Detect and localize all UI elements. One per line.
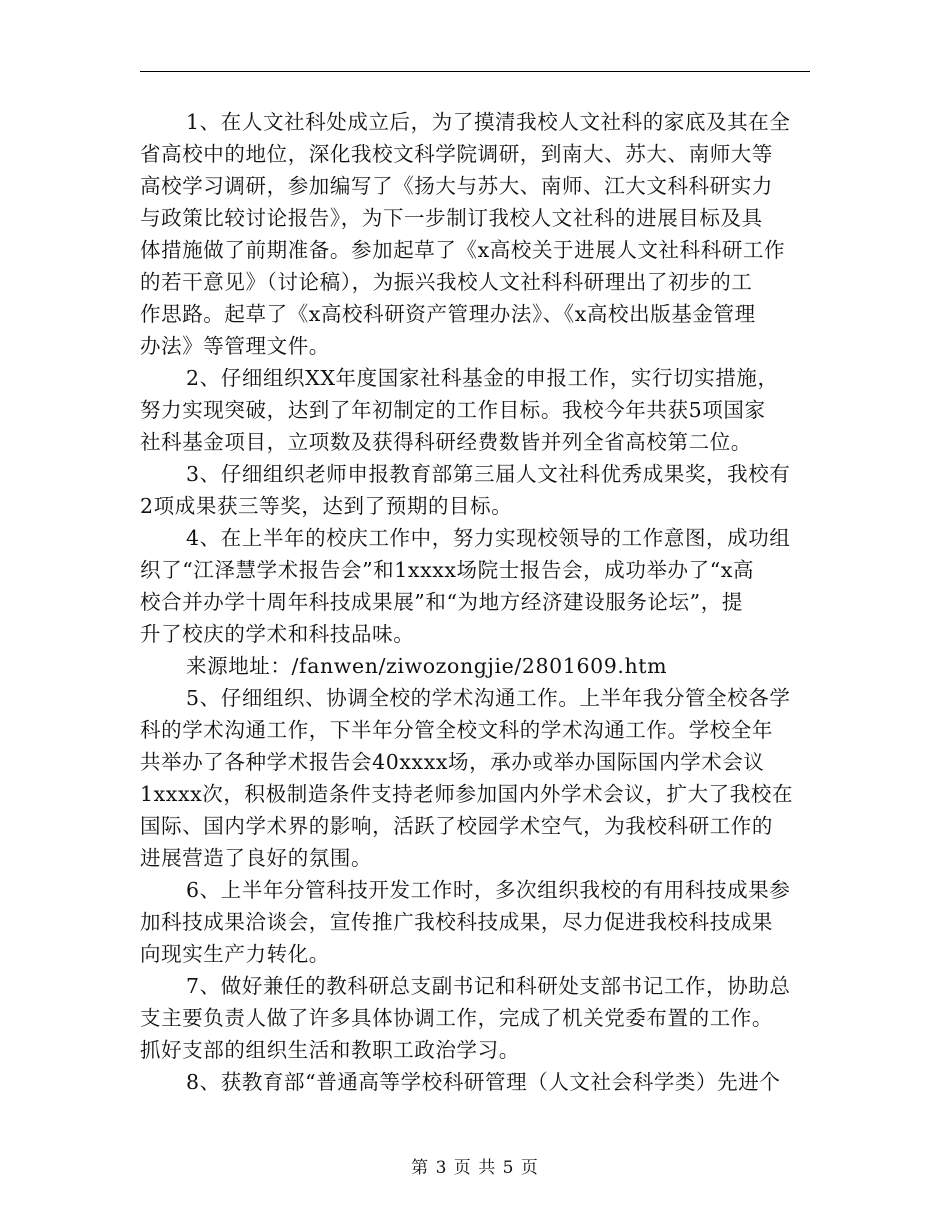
text-line: 办法》等管理文件。 (140, 334, 330, 358)
text-line: 与政策比较讨论报告》，为下一步制订我校人文社科的进展目标及具 (140, 206, 763, 230)
text-line: 的若干意见》（讨论稿），为振兴我校人文社科科研理出了初步的工 (140, 270, 753, 294)
text-line: 努力实现突破，达到了年初制定的工作目标。我校今年共获5项国家 (140, 398, 766, 422)
text-line: 作思路。起草了《x高校科研资产管理办法》、《x高校出版基金管理 (140, 302, 756, 326)
text-line: 社科基金项目，立项数及获得科研经费数皆并列全省高校第二位。 (140, 430, 752, 454)
text-line: 8、获教育部“普通高等学校科研管理（人文社会科学类）先进个 (186, 1070, 781, 1094)
text-line: 共举办了各种学术报告会40xxxx场，承办或举办国际国内学术会议 (140, 750, 765, 774)
text-line: 7、做好兼任的教科研总支副书记和科研处支部书记工作，协助总 (186, 974, 791, 998)
text-line: 3、仔细组织老师申报教育部第三届人文社科优秀成果奖，我校有 (186, 462, 791, 486)
text-line: 6、上半年分管科技开发工作时，多次组织我校的有用科技成果参 (186, 878, 791, 902)
text-line: 国际、国内学术界的影响，活跃了校园学术空气，为我校科研工作的 (140, 814, 773, 838)
text-line: 向现实生产力转化。 (140, 942, 330, 966)
document-body (140, 106, 812, 1098)
text-line: 1、在人文社科处成立后，为了摸清我校人文社科的家底及其在全 (186, 110, 791, 134)
text-line: 加科技成果洽谈会，宣传推广我校科技成果，尽力促进我校科技成果 (140, 910, 773, 934)
text-line: 体措施做了前期准备。参加起草了《x高校关于进展人文社科科研工作 (140, 238, 786, 262)
header-rule (140, 71, 810, 72)
text-line: 2项成果获三等奖，达到了预期的目标。 (140, 494, 513, 518)
text-line: 织了“江泽慧学术报告会”和1xxxx场院士报告会，成功举办了“x高 (140, 558, 755, 582)
text-line: 4、在上半年的校庆工作中，努力实现校领导的工作意图，成功组 (186, 526, 791, 550)
text-line: 省高校中的地位，深化我校文科学院调研，到南大、苏大、南师大等 (140, 142, 773, 166)
text-line: 来源地址：/fanwen/ziwozongjie/2801609.htm (186, 654, 668, 678)
text-line: 进展营造了良好的氛围。 (140, 846, 373, 870)
text-line: 支主要负责人做了许多具体协调工作，完成了机关党委布置的工作。 (140, 1006, 773, 1030)
text-line: 科的学术沟通工作，下半年分管全校文科的学术沟通工作。学校全年 (140, 718, 773, 742)
text-line: 高校学习调研，参加编写了《扬大与苏大、南师、江大文科科研实力 (140, 174, 773, 198)
text-line: 抓好支部的组织生活和教职工政治学习。 (140, 1038, 520, 1062)
text-line: 校合并办学十周年科技成果展”和“为地方经济建设服务论坛”，提 (140, 590, 743, 614)
page-footer: 第 3 页 共 5 页 (411, 1158, 539, 1178)
text-line: 升了校庆的学术和科技品味。 (140, 622, 415, 646)
text-line: 5、仔细组织、协调全校的学术沟通工作。上半年我分管全校各学 (186, 686, 791, 710)
text-line: 1xxxx次，积极制造条件支持老师参加国内外学术会议，扩大了我校在 (140, 782, 794, 806)
text-line: 2、仔细组织XX年度国家社科基金的申报工作，实行切实措施， (186, 366, 779, 390)
